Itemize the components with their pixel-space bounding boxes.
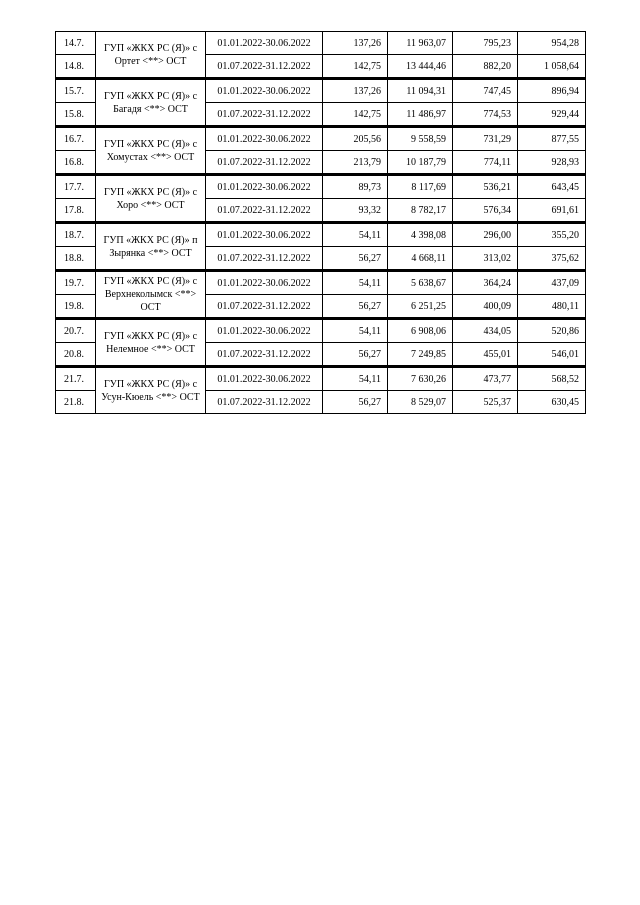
value-cell: 7 630,26 [388,367,453,391]
value-cell: 213,79 [323,151,388,175]
value-cell: 93,32 [323,199,388,223]
value-cell: 137,26 [323,79,388,103]
value-cell: 536,21 [453,175,518,199]
row-number: 14.8. [56,55,96,79]
row-number: 17.8. [56,199,96,223]
value-cell: 56,27 [323,391,388,414]
value-cell: 480,11 [518,295,586,319]
value-cell: 137,26 [323,32,388,55]
value-cell: 928,93 [518,151,586,175]
value-cell: 882,20 [453,55,518,79]
period-cell: 01.01.2022-30.06.2022 [206,32,323,55]
value-cell: 54,11 [323,319,388,343]
value-cell: 576,34 [453,199,518,223]
value-cell: 56,27 [323,343,388,367]
value-cell: 1 058,64 [518,55,586,79]
value-cell: 546,01 [518,343,586,367]
organization-cell: ГУП «ЖКХ РС (Я)» с Усун-Кюель <**> ОСТ [96,367,206,414]
value-cell: 4 668,11 [388,247,453,271]
table-row [56,127,586,151]
value-cell: 896,94 [518,79,586,103]
table-row [56,367,586,391]
value-cell: 4 398,08 [388,223,453,247]
value-cell: 747,45 [453,79,518,103]
row-number: 18.8. [56,247,96,271]
period-cell: 01.01.2022-30.06.2022 [206,127,323,151]
period-cell: 01.07.2022-31.12.2022 [206,295,323,319]
value-cell: 10 187,79 [388,151,453,175]
tariff-table-body [56,32,586,414]
table-row [56,32,586,55]
row-number: 16.7. [56,127,96,151]
organization-cell: ГУП «ЖКХ РС (Я)» с Нелемное <**> ОСТ [96,319,206,367]
value-cell: 89,73 [323,175,388,199]
value-cell: 7 249,85 [388,343,453,367]
value-cell: 929,44 [518,103,586,127]
value-cell: 643,45 [518,175,586,199]
period-cell: 01.07.2022-31.12.2022 [206,151,323,175]
table-row [56,223,586,247]
value-cell: 954,28 [518,32,586,55]
value-cell: 205,56 [323,127,388,151]
period-cell: 01.07.2022-31.12.2022 [206,343,323,367]
row-number: 16.8. [56,151,96,175]
value-cell: 455,01 [453,343,518,367]
organization-cell: ГУП «ЖКХ РС (Я)» с Хоро <**> ОСТ [96,175,206,223]
value-cell: 8 782,17 [388,199,453,223]
tariff-table [55,31,586,414]
value-cell: 525,37 [453,391,518,414]
value-cell: 355,20 [518,223,586,247]
table-row [56,319,586,343]
value-cell: 364,24 [453,271,518,295]
value-cell: 774,11 [453,151,518,175]
value-cell: 437,09 [518,271,586,295]
value-cell: 473,77 [453,367,518,391]
row-number: 17.7. [56,175,96,199]
row-number: 21.8. [56,391,96,414]
value-cell: 6 908,06 [388,319,453,343]
value-cell: 400,09 [453,295,518,319]
table-row [56,79,586,103]
value-cell: 5 638,67 [388,271,453,295]
row-number: 21.7. [56,367,96,391]
value-cell: 9 558,59 [388,127,453,151]
period-cell: 01.01.2022-30.06.2022 [206,367,323,391]
value-cell: 56,27 [323,247,388,271]
organization-cell: ГУП «ЖКХ РС (Я)» с Хомустах <**> ОСТ [96,127,206,175]
row-number: 19.7. [56,271,96,295]
value-cell: 11 963,07 [388,32,453,55]
value-cell: 877,55 [518,127,586,151]
period-cell: 01.07.2022-31.12.2022 [206,199,323,223]
value-cell: 54,11 [323,223,388,247]
period-cell: 01.07.2022-31.12.2022 [206,247,323,271]
value-cell: 56,27 [323,295,388,319]
row-number: 15.7. [56,79,96,103]
period-cell: 01.07.2022-31.12.2022 [206,391,323,414]
value-cell: 54,11 [323,367,388,391]
period-cell: 01.01.2022-30.06.2022 [206,79,323,103]
value-cell: 6 251,25 [388,295,453,319]
value-cell: 11 094,31 [388,79,453,103]
value-cell: 375,62 [518,247,586,271]
row-number: 14.7. [56,32,96,55]
value-cell: 691,61 [518,199,586,223]
row-number: 18.7. [56,223,96,247]
value-cell: 142,75 [323,55,388,79]
value-cell: 795,23 [453,32,518,55]
value-cell: 520,86 [518,319,586,343]
value-cell: 296,00 [453,223,518,247]
value-cell: 13 444,46 [388,55,453,79]
period-cell: 01.01.2022-30.06.2022 [206,319,323,343]
value-cell: 11 486,97 [388,103,453,127]
organization-cell: ГУП «ЖКХ РС (Я)» с Ортет <**> ОСТ [96,32,206,79]
value-cell: 568,52 [518,367,586,391]
organization-cell: ГУП «ЖКХ РС (Я)» с Верхнеколымск <**> ОСТ [96,271,206,319]
period-cell: 01.07.2022-31.12.2022 [206,103,323,127]
period-cell: 01.01.2022-30.06.2022 [206,271,323,295]
organization-cell: ГУП «ЖКХ РС (Я)» с Багадя <**> ОСТ [96,79,206,127]
table-row [56,175,586,199]
value-cell: 8 117,69 [388,175,453,199]
row-number: 15.8. [56,103,96,127]
value-cell: 731,29 [453,127,518,151]
value-cell: 434,05 [453,319,518,343]
organization-cell: ГУП «ЖКХ РС (Я)» п Зырянка <**> ОСТ [96,223,206,271]
row-number: 20.8. [56,343,96,367]
value-cell: 774,53 [453,103,518,127]
value-cell: 313,02 [453,247,518,271]
value-cell: 54,11 [323,271,388,295]
period-cell: 01.01.2022-30.06.2022 [206,175,323,199]
row-number: 20.7. [56,319,96,343]
table-row [56,271,586,295]
period-cell: 01.01.2022-30.06.2022 [206,223,323,247]
period-cell: 01.07.2022-31.12.2022 [206,55,323,79]
value-cell: 142,75 [323,103,388,127]
value-cell: 8 529,07 [388,391,453,414]
row-number: 19.8. [56,295,96,319]
value-cell: 630,45 [518,391,586,414]
